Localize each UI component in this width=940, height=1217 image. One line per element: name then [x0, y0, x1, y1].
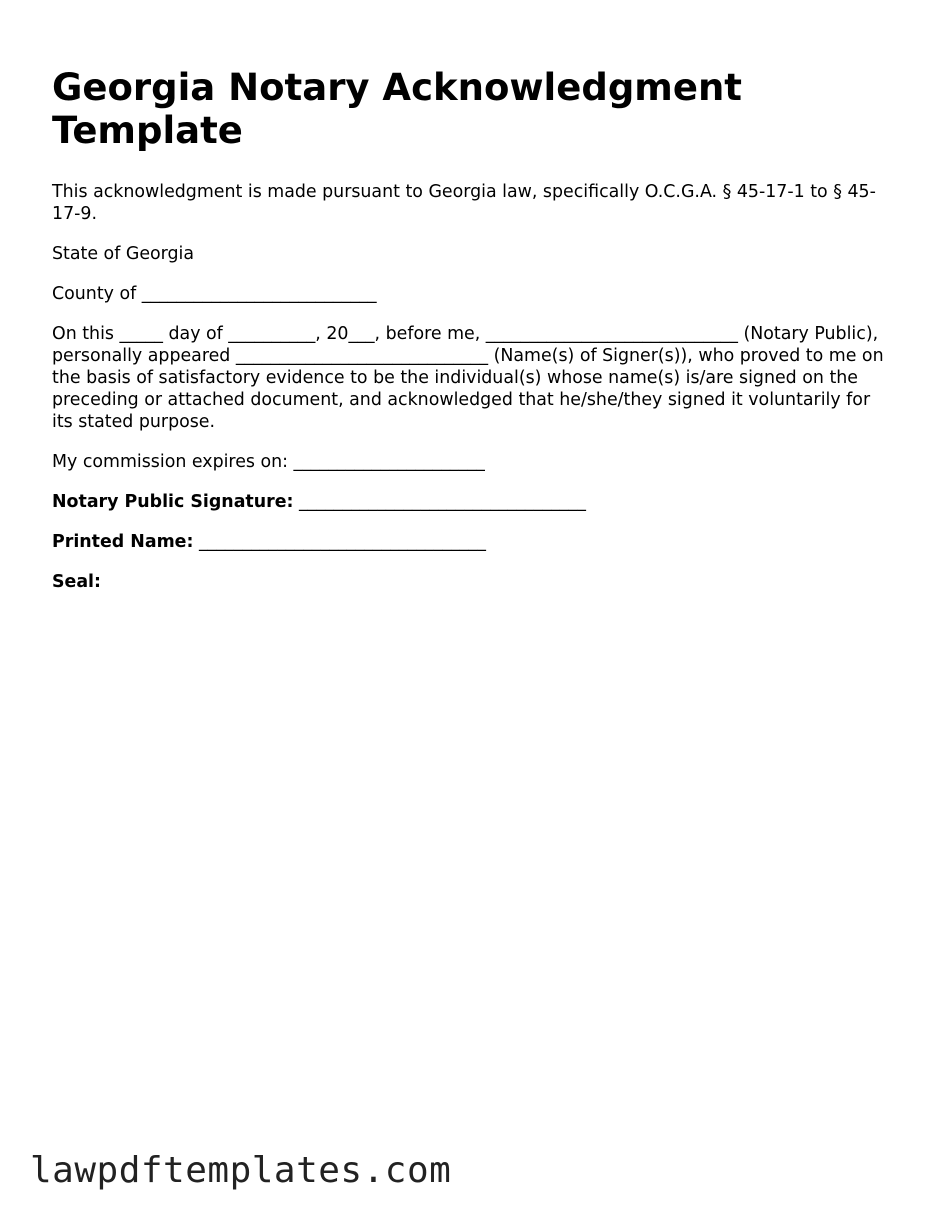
signature-blank: _________________________________ [293, 492, 586, 512]
watermark-text: lawpdftemplates.com [30, 1150, 452, 1191]
document-title: Georgia Notary Acknowledgment Template [52, 66, 742, 152]
county-line: County of ___________________________ [52, 284, 377, 304]
signature-label: Notary Public Signature: [52, 492, 294, 512]
commission-expiry-line: My commission expires on: ______________________ [52, 452, 485, 472]
printed-name-blank: _________________________________ [193, 532, 486, 552]
signature-line [52, 491, 892, 513]
printed-name-line [52, 531, 892, 553]
acknowledgment-body: On this _____ day of __________, 20___, before me, _____________________________ (Notary Public), personally appeared _____________________________ (Name(s) of Signer(s)), who proved to me on the basis of satisfactory evidence to be the individual(s) whose name(s) is/are signed on the preceding or attached document, and acknowledged that he/she/they signed it voluntarily for its stated purpose. [52, 324, 884, 432]
state-line: State of Georgia [52, 244, 195, 264]
printed-name-label: Printed Name: [52, 532, 194, 552]
seal-line [52, 571, 892, 593]
seal-label: Seal: [52, 572, 101, 592]
document-page [52, 66, 892, 593]
intro-paragraph: This acknowledgment is made pursuant to Georgia law, specifically O.C.G.A. § 45-17-1 to § 45-17-9. [52, 182, 876, 224]
